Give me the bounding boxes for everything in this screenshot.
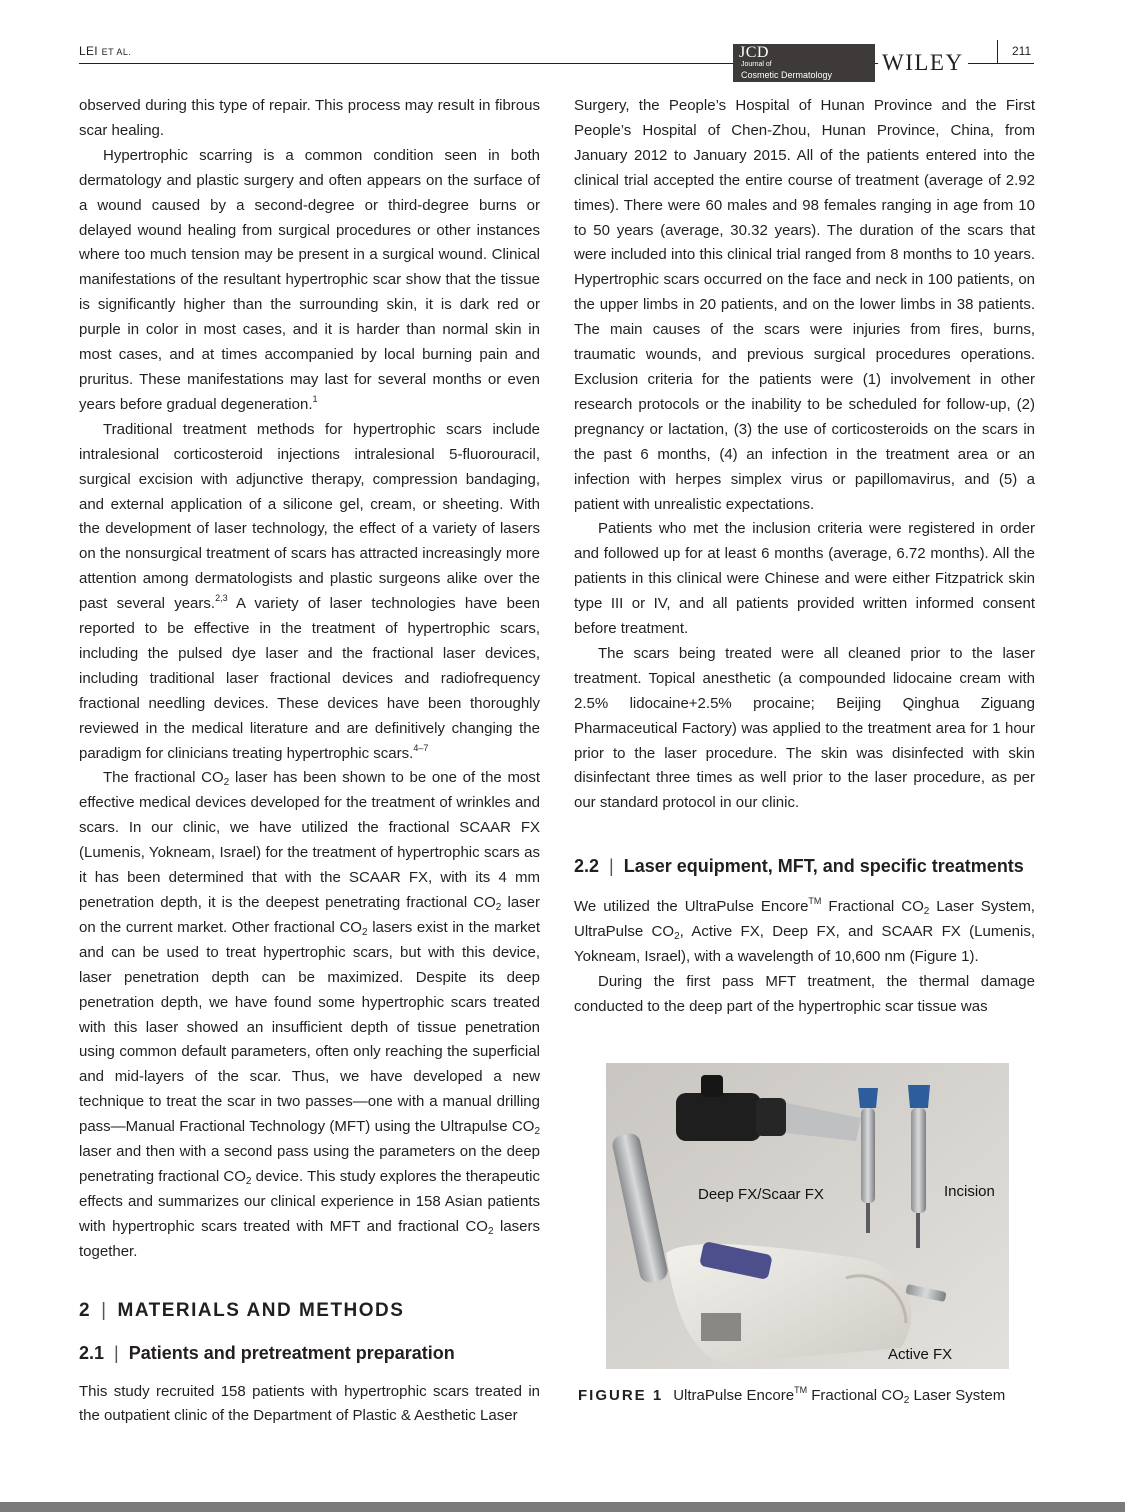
paragraph: The scars being treated were all cleaned prior to the laser treatment. Topical anesthetic (a compounded lidocaine cream with 2.5% lidocaine+2.5% procaine; Beijing Qinghua Ziguang Pharmaceutical Factory) was applied to the treatment area for 1 hour prior to the laser procedure. The skin was disinfected with skin disinfectant three times as well prior to the laser procedure, as per our standard protocol in our clinic.: [574, 644, 1035, 812]
paragraph: Hypertrophic scarring is a common condition seen in both dermatology and plastic surgery and often appears on the surface of a wound caused by a second-degree or third-degree burns or delayed wound healing from surgical procedures or other instances where too much tension may be present in a surgical wound. Clinical manifestations of the resultant hypertrophic scar show that the tissue is significantly higher than the surrounding skin, it is dark red or purple in color in most cases, and it is harder than normal skin in most cases, and at times accompanied by local burning pain and pruritus. These manifestations may last for several months or even years before gradual degeneration.$^1$: [79, 146, 540, 413]
running-head-authors: LEI ET AL.: [79, 44, 132, 58]
label-deep-fx: Deep FX/Scaar FX: [698, 1186, 824, 1203]
paragraph: This study recruited 158 patients with hypertrophic scars treated in the outpatient clinic of the Department of Plastic & Aesthetic Laser: [79, 1382, 540, 1425]
paragraph: Surgery, the People’s Hospital of Hunan Province and the First People’s Hospital of Chen-Zhou, Hunan Province, China, from January 2012 to January 2015. All of the patients entered into the clinical trial accepted the entire course of treatment (average of 2.92 times). There were 60 males and 98 females ranging in age from 10 to 50 years (average, 30.32 years). The duration of the scars that were included into this clinical trial ranged from 8 months to 10 years. Hypertrophic scars occurred on the face and neck in 100 patients, on the upper limbs in 20 patients, and on the lower limbs in 38 patients. The main causes of the scars were injuries from fires, burns, traumatic wounds, and previous surgical procedures operations. Exclusion criteria for the patients were (1) involvement in other research protocols or the inability to be scheduled for follow-up, (2) pregnancy or lactation, (3) the use of corticosteroids on the scars in the past 6 months, (4) an infection in the treatment area or an infection with herpes simplex virus or papillomavirus, and (5) a patient with unrealistic expectations.: [574, 97, 1035, 513]
journal-logo: JCD Journal of Cosmetic Dermatology: [733, 44, 875, 82]
subsection-heading: 2.2 | Laser equipment, MFT, and specific treatments: [574, 856, 1024, 877]
label-active-fx: Active FX: [888, 1346, 953, 1363]
figure-1-caption: FIGURE 1 UltraPulse Encore™ Fractional $CO_2$ Laser System: [578, 1385, 1006, 1406]
paragraph: observed during this type of repair. This process may result in fibrous scar healing.: [79, 97, 540, 139]
publisher-logo: WILEY: [878, 50, 968, 76]
left-column: [79, 94, 540, 1429]
right-column: [574, 94, 1035, 1020]
page-number: 211: [1012, 44, 1032, 58]
paragraph: Traditional treatment methods for hypertrophic scars include intralesional corticosteroid injections intralesional 5-fluorouracil, surgical excision with adjunctive therapy, compression bandaging, and external application of a silicone gel, cream, or sheeting. With the development of laser technology, the effect of a variety of lasers on the nonsurgical treatment of scars has attracted increasingly more attention among dermatologists and plastic surgeons alike over the past several years.$^{2,3}$ A variety of laser technologies have been reported to be effective in the treatment of hypertrophic scars, including the pulsed dye laser and the fractional laser devices, including traditional laser fractional devices and radiofrequency fractional needling devices. These devices have been thoroughly reviewed in the medical literature and are definitively changing the paradigm for clinicians treating hypertrophic scars.$^{4-7}$: [79, 420, 540, 762]
paragraph: We utilized the UltraPulse Encore™ Fractional $CO_2$ Laser System, UltraPulse $CO_2$, Active FX, Deep FX, and SCAAR FX (Lumenis, Yokneam, Israel), with a wavelength of 10,600 nm (Figure 1).: [574, 896, 1035, 966]
paragraph: During the first pass MFT treatment, the thermal damage conducted to the deep part of the hypertrophic scar tissue was: [574, 973, 1035, 1015]
page-number-divider: [997, 40, 998, 64]
viewer-bottom-bar: [0, 1502, 1125, 1512]
subsection-heading: 2.1 | Patients and pretreatment preparation: [79, 1342, 455, 1363]
paragraph: The fractional $CO_2$ laser has been shown to be one of the most effective medical devices developed for the treatment of wrinkles and scars. In our clinic, we have utilized the fractional SCAAR FX (Lumenis, Yokneam, Israel) for the treatment of hypertrophic scars as it has been determined that with the SCAAR FX, with its 4 mm penetration depth, it is the deepest penetrating fractional $CO_2$ laser on the current market. Other fractional $CO_2$ lasers exist in the market and can be used to treat hypertrophic scars, but with this device, laser penetration depth can be maximized. Despite its deep penetration depth, we have found some hypertrophic scars treated with this laser showed an insufficient depth of tissue penetration using common default parameters, often only reaching the superficial and mid-layers of the scar. Thus, we have developed a new technique to treat the scar in two passes—one with a manual drilling pass—Manual Fractional Technology (MFT) using the Ultrapulse $CO_2$ laser and then with a second pass using the parameters on the deep penetrating fractional $CO_2$ device. This study explores the therapeutic effects and summarizes our clinical experience in 158 Asian patients with hypertrophic scars treated with MFT and fractional $CO_2$ lasers together.: [79, 769, 541, 1260]
paragraph: Patients who met the inclusion criteria were registered in order and followed up for at least 6 months (average, 6.72 months). All the patients in this clinical were Chinese and were either Fitzpatrick skin type III or IV, and all patients provided written informed consent before treatment.: [574, 520, 1035, 638]
section-heading: 2 | MATERIALS AND METHODS: [79, 1299, 405, 1321]
label-incision: Incision: [944, 1183, 995, 1200]
figure-1-photo: [606, 1063, 1009, 1369]
